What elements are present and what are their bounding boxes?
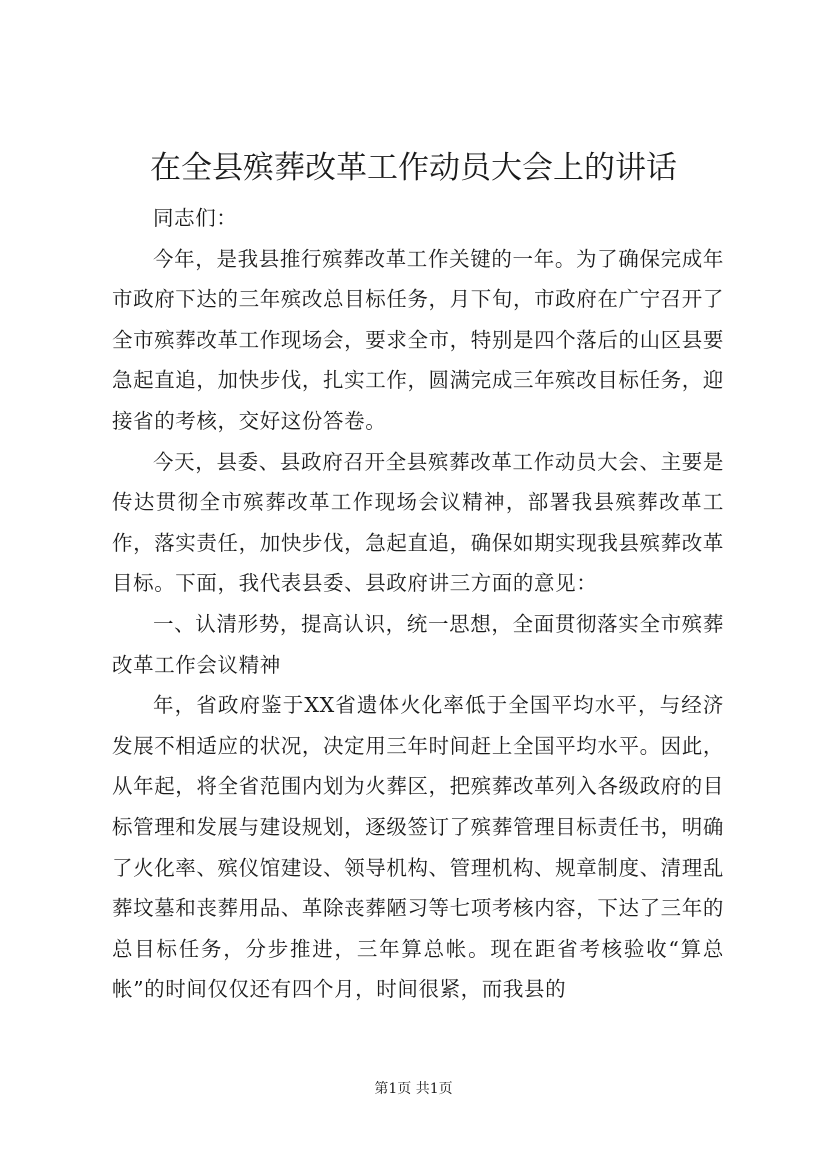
paragraph-2: 今天，县委、县政府召开全县殡葬改革工作动员大会、主要是传达贯彻全市殡葬改革工作现场会议精神，部署我县殡葬改革工作，落实责任，加快步伐，急起直追，确保如期实现我县殡葬改革目标。下面，我代表县委、县政府讲三方面的意见： [112,449,724,596]
document-body [112,198,724,1010]
page-footer: 第1页 共1页 [374,1081,453,1097]
paragraph-1: 今年，是我县推行殡葬改革工作关键的一年。为了确保完成年市政府下达的三年殡改总目标任务，月下旬，市政府在广宁召开了全市殡葬改革工作现场会，要求全市，特别是四个落后的山区县要急起直追，加快步伐，扎实工作，圆满完成三年殡改目标任务，迎接省的考核，交好这份答卷。 [112,246,724,433]
paragraph-3: 年，省政府鉴于XX省遗体火化率低于全国平均水平，与经济发展不相适应的状况，决定用三年时间赶上全国平均水平。因此，从年起，将全省范围内划为火葬区，把殡葬改革列入各级政府的目标管理和发展与建设规划，逐级签订了殡葬管理目标责任书，明确了火化率、殡仪馆建设、领导机构、管理机构、规章制度、清理乱葬坟墓和丧葬用品、革除丧葬陋习等七项考核内容，下达了三年的总目标任务，分步推进，三年算总帐。现在距省考核验收“算总帐”的时间仅仅还有四个月，时间很紧，而我县的 [112,693,724,1002]
section-heading-1: 一、认清形势，提高认识，统一思想，全面贯彻落实全市殡葬改革工作会议精神 [112,611,724,677]
document-title: 在全县殡葬改革工作动员大会上的讲话 [150,150,677,186]
salutation: 同志们： [153,206,238,230]
